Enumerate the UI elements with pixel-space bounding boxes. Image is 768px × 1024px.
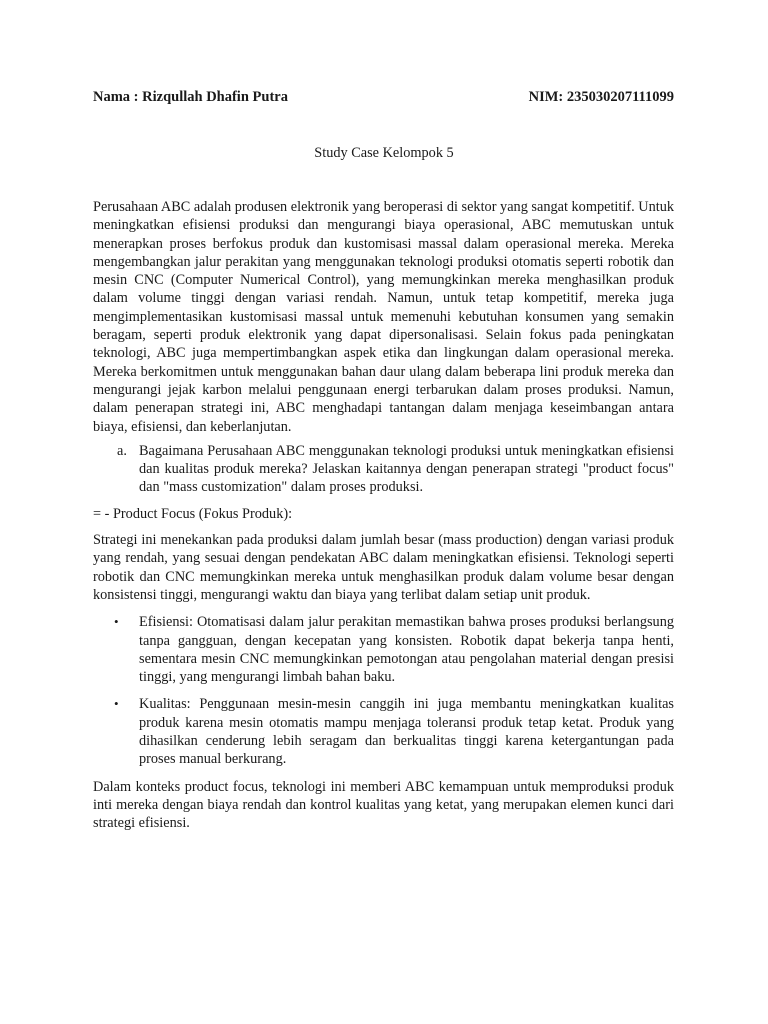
question-marker: a. [117,442,127,459]
bullet-list [93,613,674,768]
student-nim: NIM: 235030207111099 [528,89,674,105]
document-header [93,88,674,106]
question-item [93,442,674,497]
document-body [93,198,674,833]
intro-paragraph: Perusahaan ABC adalah produsen elektronik yang beroperasi di sektor yang sangat kompetitif. Untuk meningkatkan efisiensi produksi dan mengurangi biaya operasional, ABC memutuskan untuk menerapkan proses berfokus produk dan kustomisasi massal dalam operasional mereka. Mereka mengembangkan jalur perakitan yang menggunakan teknologi produksi otomatis seperti robotik dan mesin CNC (Computer Numerical Control), yang memungkinkan mereka menghasilkan produk dalam volume tinggi dengan variasi rendah. Namun, untuk tetap kompetitif, mereka juga mengimplementasikan kustomisasi massal untuk memenuhi kebutuhan konsumen yang semakin beragam, seperti produk elektronik yang dapat dipersonalisasi. Selain fokus pada peningkatan teknologi, ABC juga mempertimbangkan aspek etika dan lingkungan dalam operasional mereka. Mereka berkomitmen untuk menggunakan bahan daur ulang dalam beberapa lini produk mereka dan mengurangi jejak karbon melalui penggunaan energi terbarukan dalam proses produksi. Namun, dalam penerapan strategi ini, ABC menghadapi tantangan dalam menjaga keseimbangan antara biaya, efisiensi, dan keberlanjutan. [93,199,674,435]
bullet-item-kualitas [93,695,674,768]
bullet-item-efisiensi [93,613,674,686]
question-text: Bagaimana Perusahaan ABC menggunakan teknologi produksi untuk meningkatkan efisiensi dan kualitas produk mereka? Jelaskan kaitannya dengan penerapan strategi "product focus" dan "mass customization" dalam proses produksi. [139,442,674,496]
bullet-text: Efisiensi: Otomatisasi dalam jalur perakitan memastikan bahwa proses produksi berlangsung tanpa gangguan, dengan kecepatan yang konsisten. Robotik dapat bekerja tanpa henti, sementara mesin CNC memungkinkan pemotongan atau pengolahan material dengan presisi tinggi, yang mengurangi limbah bahan baku. [139,614,674,686]
document-title: Study Case Kelompok 5 [314,145,454,161]
student-name: Nama : Rizqullah Dhafin Putra [93,89,288,105]
strategy-paragraph: Strategi ini menekankan pada produksi dalam jumlah besar (mass production) dengan variasi produk yang rendah, yang sesuai dengan pendekatan ABC dalam meningkatkan efisiensi. Teknologi seperti robotik dan CNC memungkinkan mereka untuk menghasilkan produk dalam volume besar dengan konsistensi tinggi, mengurangi waktu dan biaya yang terlibat dalam setiap unit produk. [93,532,674,603]
bullet-marker: • [114,696,119,712]
closing-paragraph: Dalam konteks product focus, teknologi ini memberi ABC kemampuan untuk memproduksi produk inti mereka dengan biaya rendah dan kontrol kualitas yang ketat, yang merupakan elemen kunci dari strategi efisiensi. [93,778,674,832]
bullet-text: Kualitas: Penggunaan mesin-mesin canggih ini juga membantu meningkatkan kualitas produk karena mesin otomatis mampu menjaga toleransi produk tetap ketat. Produk yang dihasilkan cenderung lebih seragam dan berkualitas tinggi karena ketergantungan pada proses manual berkurang. [139,696,674,768]
bullet-marker: • [114,614,119,630]
section-heading: = - Product Focus (Fokus Produk): [93,505,293,522]
